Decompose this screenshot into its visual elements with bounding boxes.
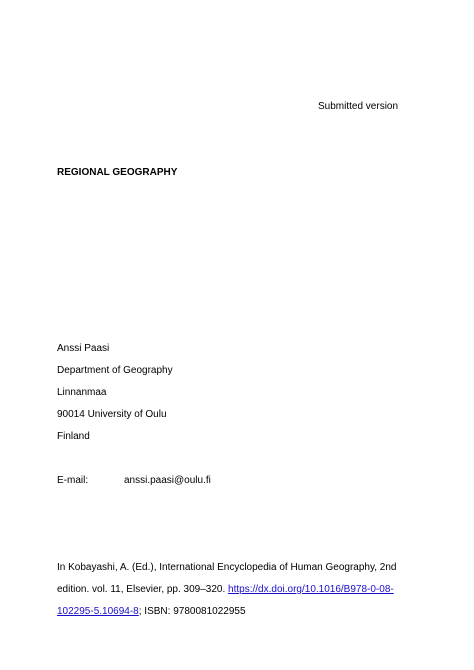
- author-street: Linnanmaa: [57, 387, 107, 398]
- document-title: REGIONAL GEOGRAPHY: [57, 167, 178, 178]
- citation-text: In Kobayashi, A. (Ed.), International Encyclopedia of Human Geography, 2nd edition. vol. 11, Elsevier, pp. 309–320.: [57, 562, 397, 595]
- citation: [57, 557, 427, 623]
- author-department: Department of Geography: [57, 365, 173, 376]
- author-country: Finland: [57, 431, 90, 442]
- email-value: anssi.paasi@oulu.fi: [124, 475, 211, 486]
- citation-isbn: ; ISBN: 9780081022955: [138, 606, 246, 617]
- author-postal: 90014 University of Oulu: [57, 409, 167, 420]
- doi-link[interactable]: https://dx.doi.org/10.1016/B978-0-08-102295-5.10694-8: [57, 584, 394, 617]
- author-name: Anssi Paasi: [57, 343, 110, 354]
- submission-status: Submitted version: [318, 101, 399, 112]
- email-label: E-mail:: [57, 475, 89, 486]
